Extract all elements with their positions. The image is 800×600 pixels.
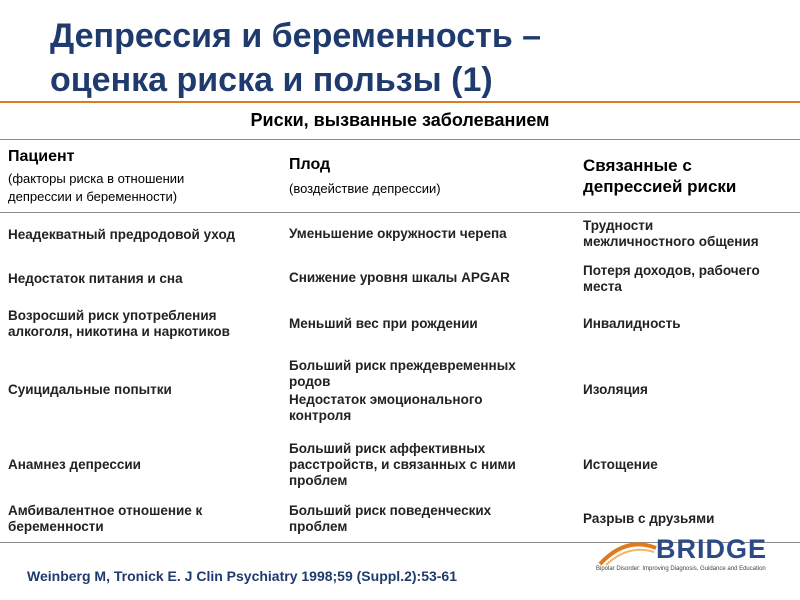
logo-word: BRIDGE bbox=[656, 534, 768, 564]
row-5-patient bbox=[8, 457, 280, 473]
cell-line: контроля bbox=[289, 408, 352, 423]
cell-line: беременности bbox=[8, 519, 104, 534]
cell-line: Возросший риск употребления bbox=[8, 308, 217, 323]
cell-line: Больший риск аффективных bbox=[289, 441, 486, 456]
row-5-fetus bbox=[289, 441, 569, 489]
row-6-related bbox=[583, 511, 798, 527]
cell-line: места bbox=[583, 279, 622, 294]
column-title-fetus: Плод bbox=[289, 156, 331, 173]
cell-line: расстройств, и связанных с ними bbox=[289, 457, 516, 472]
cell-line: Истощение bbox=[583, 457, 658, 472]
cell-line: Изоляция bbox=[583, 382, 648, 397]
row-4-patient bbox=[8, 382, 280, 398]
cell-line: Амбивалентное отношение к bbox=[8, 503, 203, 518]
row-1-patient bbox=[8, 227, 280, 243]
row-4-related bbox=[583, 382, 798, 398]
cell-line: Потеря доходов, рабочего bbox=[583, 263, 760, 278]
column-header-related bbox=[583, 155, 798, 197]
top-divider bbox=[0, 101, 800, 103]
column-subtitle-patient-1: (факторы риска в отношении bbox=[8, 171, 185, 186]
citation: Weinberg M, Tronick E. J Clin Psychiatry 1998;59 (Suppl.2):53-61 bbox=[27, 568, 457, 584]
cell-line: Суицидальные попытки bbox=[8, 382, 172, 397]
row-3-related bbox=[583, 316, 798, 332]
cell-line: Снижение уровня шкалы APGAR bbox=[289, 270, 510, 285]
columns-divider bbox=[0, 212, 800, 213]
cell-line: Больший риск преждевременных bbox=[289, 358, 516, 373]
logo-tagline: Bipolar Disorder: Improving Diagnosis, Guidance and Education bbox=[596, 566, 766, 572]
logo-arc-icon bbox=[598, 538, 658, 566]
bridge-logo bbox=[596, 530, 796, 580]
cell-line: Недостаток питания и сна bbox=[8, 271, 183, 286]
title-line-1: Депрессия и беременность – bbox=[50, 17, 542, 55]
cell-line: родов bbox=[289, 374, 331, 389]
row-2-fetus bbox=[289, 270, 569, 286]
column-header-patient bbox=[8, 148, 273, 206]
cell-line: межличностного общения bbox=[583, 234, 759, 249]
column-title-related-1: Связанные с bbox=[583, 156, 692, 175]
cell-line: Анамнез депрессии bbox=[8, 457, 141, 472]
row-1-fetus bbox=[289, 226, 569, 242]
column-header-fetus bbox=[289, 156, 559, 198]
column-title-patient: Пациент bbox=[8, 148, 75, 165]
cell-line: проблем bbox=[289, 519, 348, 534]
cell-line: Меньший вес при рождении bbox=[289, 316, 478, 331]
cell-line: проблем bbox=[289, 473, 348, 488]
column-title-related-2: депрессией риски bbox=[583, 177, 737, 196]
cell-line: Неадекватный предродовой уход bbox=[8, 227, 236, 242]
row-2-patient bbox=[8, 271, 280, 287]
row-6-patient bbox=[8, 503, 280, 535]
row-3-patient bbox=[8, 308, 280, 340]
row-2-related bbox=[583, 263, 798, 295]
row-6-fetus bbox=[289, 503, 569, 535]
section-header: Риски, вызванные заболеванием bbox=[250, 110, 550, 130]
column-subtitle-patient-2: депрессии и беременности) bbox=[8, 189, 178, 204]
row-5-related bbox=[583, 457, 798, 473]
row-3-fetus bbox=[289, 316, 569, 332]
row-1-related bbox=[583, 218, 798, 250]
header-divider bbox=[0, 139, 800, 140]
cell-line: Разрыв с друзьями bbox=[583, 511, 715, 526]
cell-line: Больший риск поведенческих bbox=[289, 503, 492, 518]
column-subtitle-fetus: (воздействие депрессии) bbox=[289, 181, 441, 196]
page-title bbox=[50, 14, 770, 102]
cell-line: Недостаток эмоционального bbox=[289, 392, 483, 407]
row-4-fetus bbox=[289, 358, 569, 424]
cell-line: Трудности bbox=[583, 218, 654, 233]
cell-line: Уменьшение окружности черепа bbox=[289, 226, 507, 241]
cell-line: алкоголя, никотина и наркотиков bbox=[8, 324, 230, 339]
cell-line: Инвалидность bbox=[583, 316, 681, 331]
title-line-2: оценка риска и пользы (1) bbox=[50, 61, 493, 99]
